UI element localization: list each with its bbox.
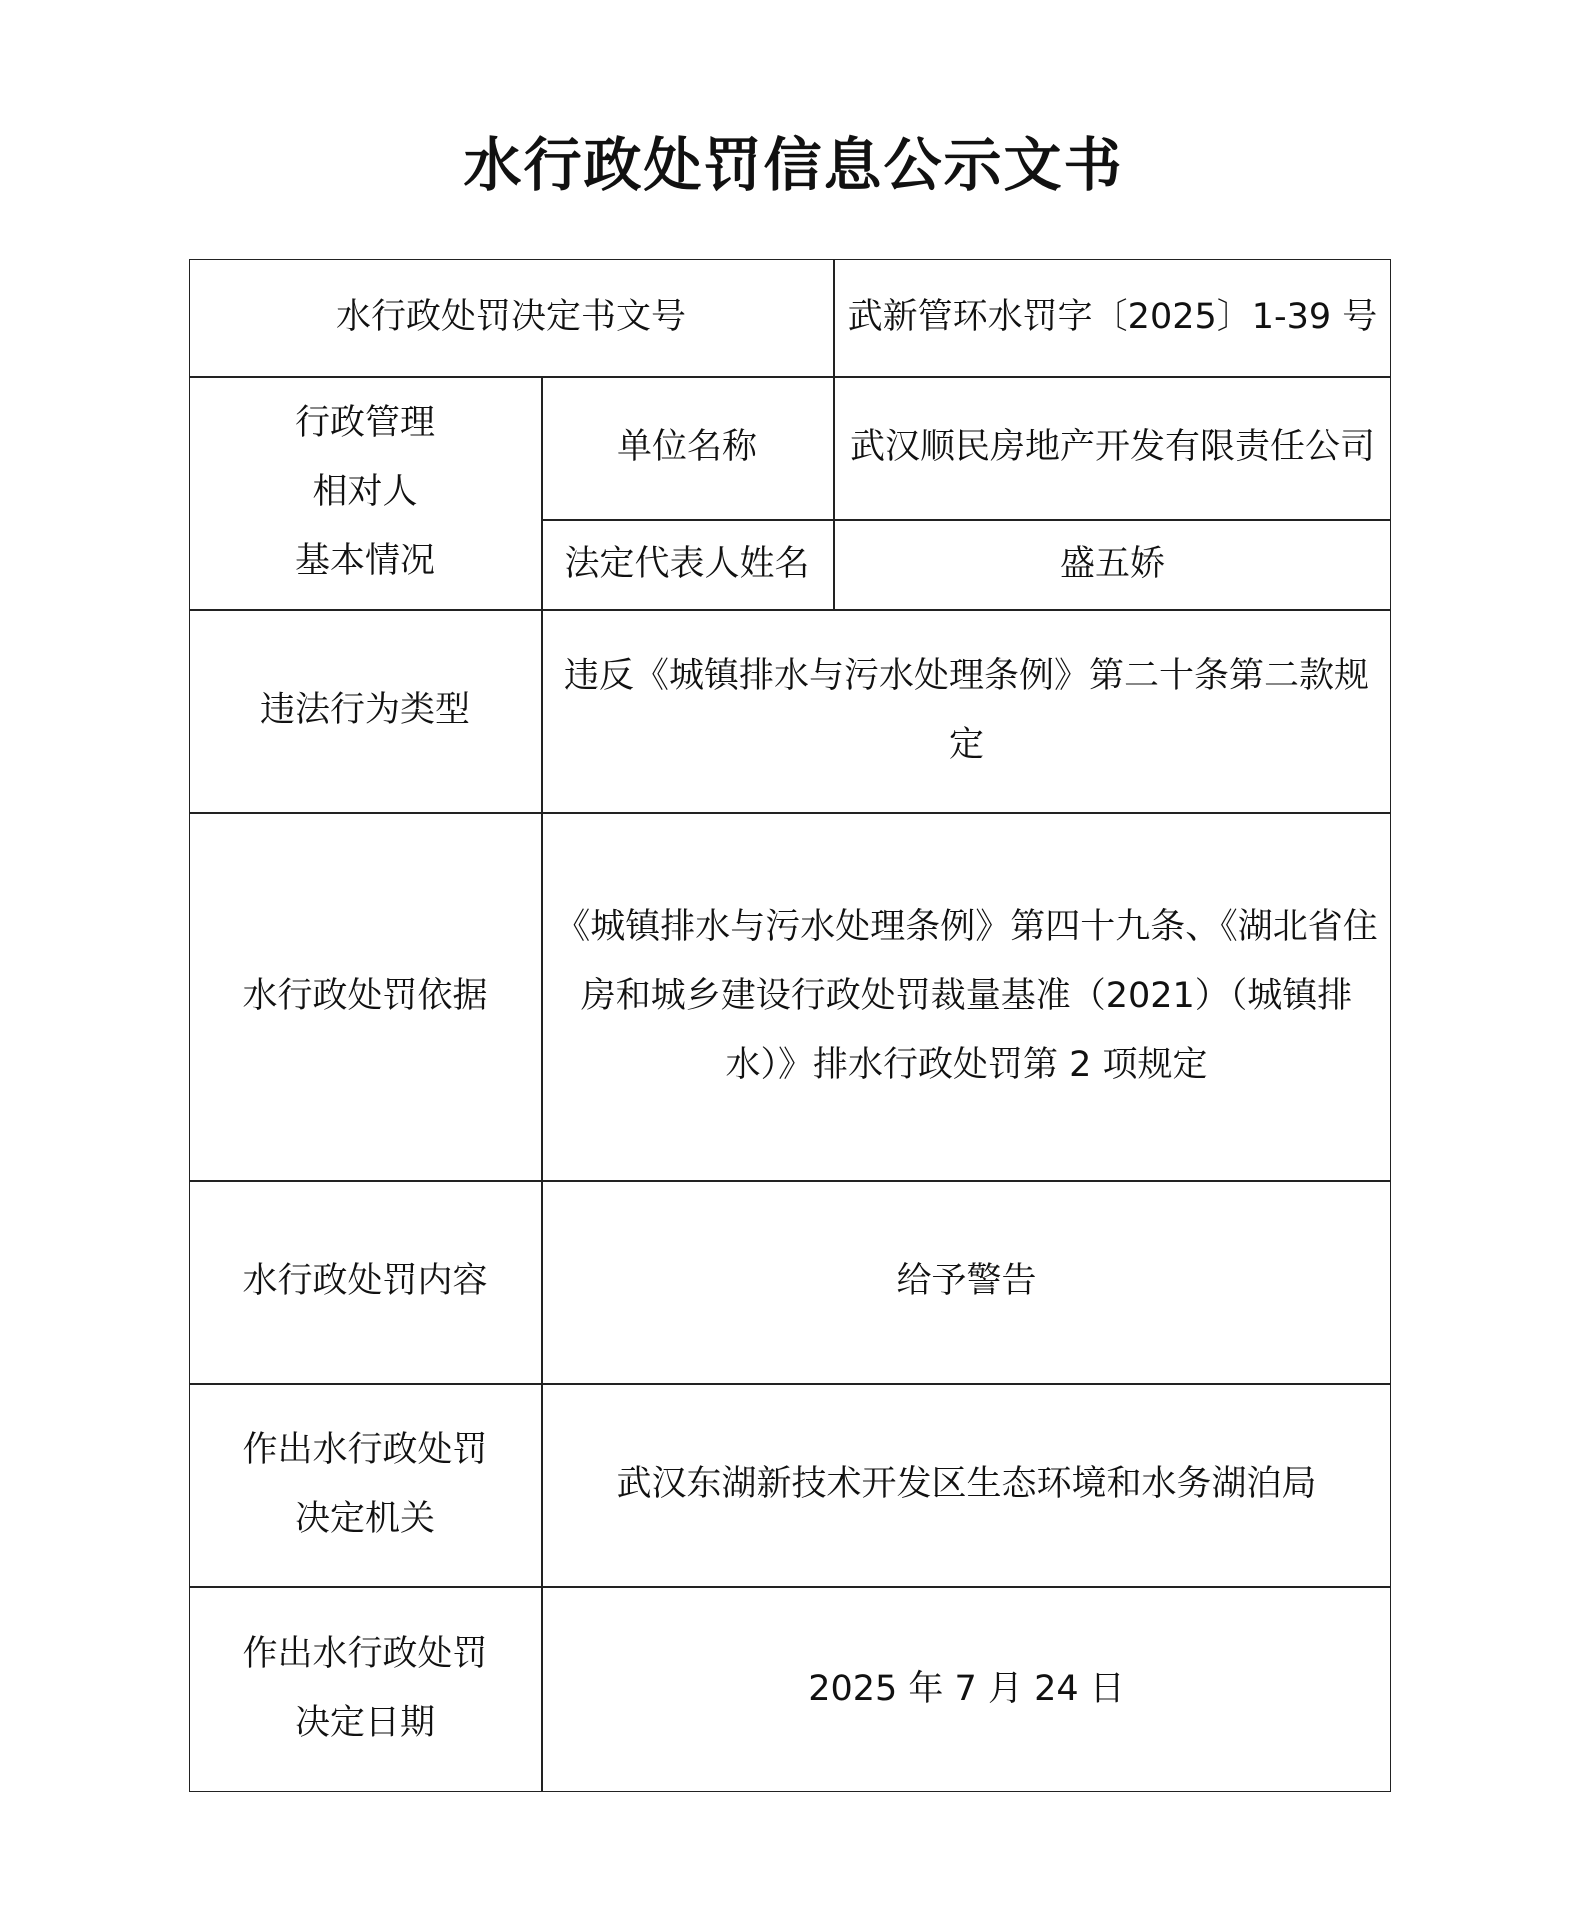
- legal-rep-value: 盛五娇: [1059, 543, 1165, 584]
- unit-name-value: 武汉顺民房地产开发有限责任公司: [849, 427, 1375, 467]
- violation-type-value: 违反《城镇排水与污水处理条例》第二十条第二款规定: [563, 655, 1369, 765]
- penalty-content-label: 水行政处罚内容: [242, 1261, 488, 1301]
- penalty-basis-value: 《城镇排水与污水处理条例》第四十九条、《湖北省住房和城乡建设行政处罚裁量基准（2021）（城镇排水）》排水行政处罚第 2 项规定: [555, 906, 1378, 1085]
- party-info-label: 行政管理 相对人 基本情况: [294, 403, 435, 581]
- legal-rep-label: 法定代表人姓名: [564, 543, 810, 584]
- decision-no-label: 水行政处罚决定书文号: [335, 297, 686, 337]
- decision-date-value: 2025 年 7 月 24 日: [808, 1668, 1125, 1709]
- decision-no-value: 武新管环水罚字〔2025〕1-39 号: [847, 297, 1378, 337]
- decision-date-label: 作出水行政处罚 决定日期: [242, 1634, 488, 1743]
- document-title: 水行政处罚信息公示文书: [463, 131, 1124, 199]
- authority-label: 作出水行政处罚 决定机关: [242, 1429, 488, 1539]
- penalty-basis-label: 水行政处罚依据: [242, 975, 488, 1016]
- penalty-content-value: 给予警告: [896, 1261, 1037, 1301]
- violation-type-label: 违法行为类型: [259, 690, 470, 730]
- authority-value: 武汉东湖新技术开发区生态环境和水务湖泊局: [616, 1464, 1317, 1504]
- unit-name-label: 单位名称: [616, 427, 757, 467]
